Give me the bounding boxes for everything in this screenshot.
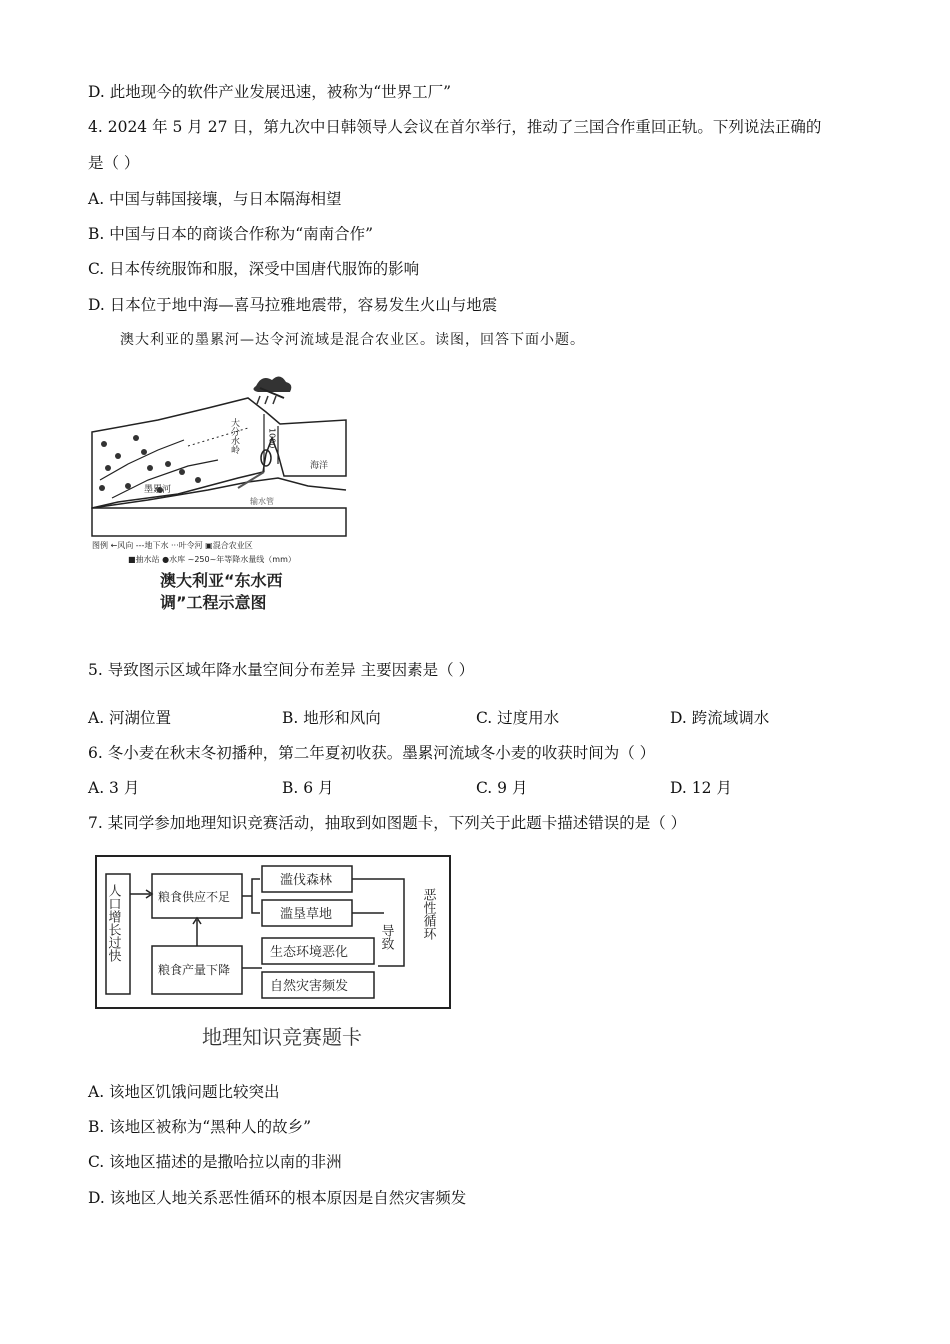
map-legend-line1: 图例 ←风向 ---地下水 ···叶令河 ▣混合农业区 xyxy=(92,541,253,550)
label-ocean: 海洋 xyxy=(310,461,329,471)
text-food-short: 粮食供应不足 xyxy=(158,890,231,904)
map-legend-line2: ■抽水站 ●水库 ~250~年等降水量线（mm） xyxy=(128,555,296,564)
terrain-profile xyxy=(92,398,346,508)
text-disaster: 自然灾害频发 xyxy=(270,979,349,994)
text-reclaim: 滥垦草地 xyxy=(280,907,333,922)
q5-option-b: B. 地形和风向 xyxy=(282,709,381,727)
text-cause: 导致 xyxy=(378,924,394,950)
q4-option-c: C. 日本传统服饰和服，深受中国唐代服饰的影响 xyxy=(88,260,420,278)
quiz-card-diagram xyxy=(94,854,454,1054)
q4-stem-line1: 4. 2024 年 5 月 27 日，第九次中日韩领导人会议在首尔举行，推动了三国合作重回正轨。下列说法正确的 xyxy=(88,118,822,136)
q7-option-a: A. 该地区饥饿问题比较突出 xyxy=(88,1083,280,1101)
q5-option-c: C. 过度用水 xyxy=(476,709,560,727)
q5-option-d: D. 跨流域调水 xyxy=(670,709,770,727)
map-caption-line2: 调”工程示意图 xyxy=(160,593,267,612)
q6-stem: 6. 冬小麦在秋末冬初播种，第二年夏初收获。墨累河流域冬小麦的收获时间为（ ） xyxy=(88,744,656,762)
q7-stem: 7. 某同学参加地理知识竞赛活动，抽取到如图题卡，下列关于此题卡描述错误的是（ ） xyxy=(88,814,687,832)
q7-option-c: C. 该地区描述的是撒哈拉以南的非洲 xyxy=(88,1153,342,1171)
q4-option-b: B. 中国与日本的商谈合作称为“南南合作” xyxy=(88,225,374,243)
map-caption-line1: 澳大利亚“东水西 xyxy=(160,571,283,590)
q5-option-a: A. 河湖位置 xyxy=(88,709,172,727)
card-caption: 地理知识竞赛题卡 xyxy=(202,1025,362,1049)
q6-option-b: B. 6 月 xyxy=(282,779,334,797)
q7-option-b: B. 该地区被称为“黑种人的故乡” xyxy=(88,1118,312,1136)
rain-cloud-icon xyxy=(253,376,291,392)
east-water-west-map xyxy=(88,368,356,618)
text-population: 人口增长过快 xyxy=(105,884,121,962)
q4-option-d: D. 日本位于地中海—喜马拉雅地震带，容易发生火山与地震 xyxy=(88,296,498,314)
label-tunnel: 输水管 xyxy=(250,497,274,506)
text-food-decline: 粮食产量下降 xyxy=(158,963,231,977)
label-divide: 大分水岭 xyxy=(229,418,239,454)
q6-option-d: D. 12 月 xyxy=(670,779,732,797)
q4-stem-line2: 是（ ） xyxy=(88,154,140,172)
text-deforest: 滥伐森林 xyxy=(280,873,333,888)
label-river: 墨累河 xyxy=(144,485,172,495)
text-vicious: 恶性循环 xyxy=(420,888,436,940)
label-isohyet: 1000 xyxy=(267,428,277,449)
q6-option-a: A. 3 月 xyxy=(88,779,140,797)
q5-stem: 5. 导致图示区域年降水量空间分布差异 主要因素是（ ） xyxy=(88,661,475,679)
q3-option-d: D. 此地现今的软件产业发展迅速，被称为“世界工厂” xyxy=(88,83,452,101)
q7-option-d: D. 该地区人地关系恶性循环的根本原因是自然灾害频发 xyxy=(88,1189,467,1207)
text-eco: 生态环境恶化 xyxy=(270,945,349,960)
q4-option-a: A. 中国与韩国接壤，与日本隔海相望 xyxy=(88,190,342,208)
passage-intro: 澳大利亚的墨累河—达令河流域是混合农业区。读图，回答下面小题。 xyxy=(120,332,585,348)
q6-option-c: C. 9 月 xyxy=(476,779,528,797)
